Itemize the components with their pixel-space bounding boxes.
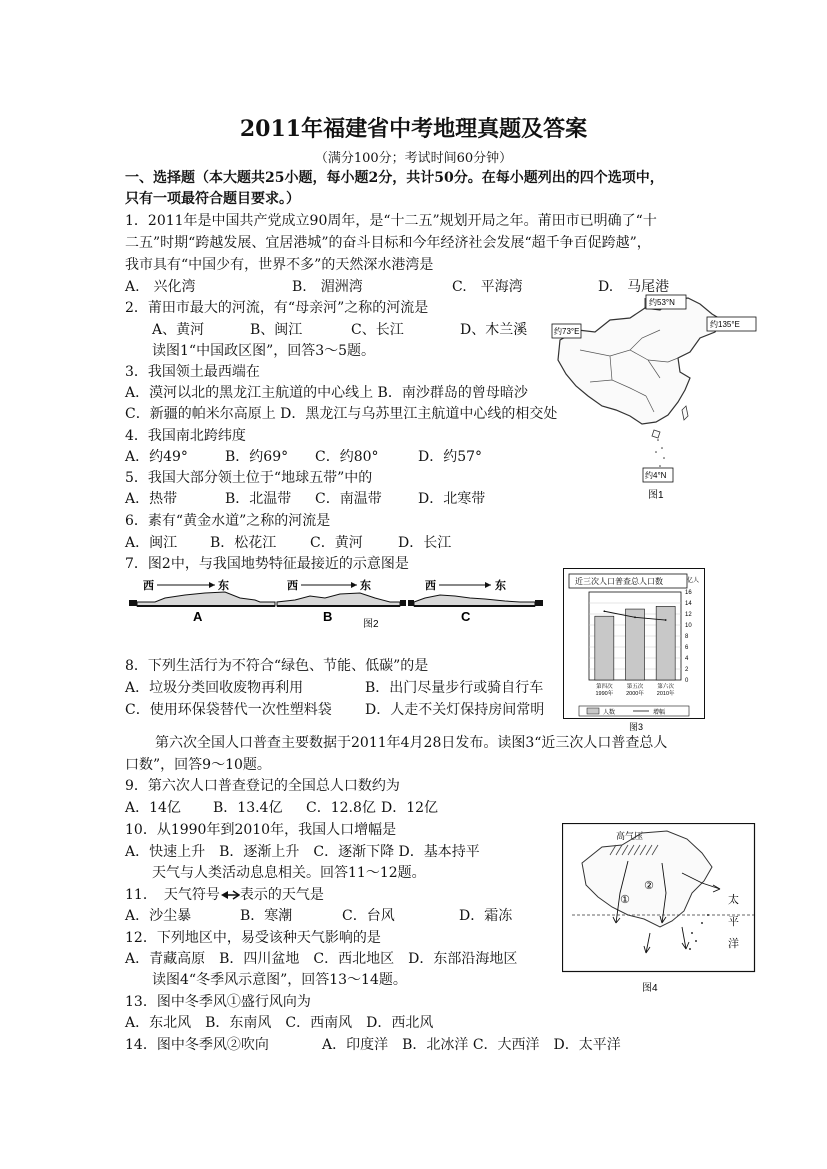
fig4-caption: 图4 <box>642 983 658 994</box>
q9-option-b: B．13.4亿 <box>213 800 283 816</box>
fig4-pacific-2: 平 <box>728 916 739 928</box>
q12-stem: 12．下列地区中，易受该种天气影响的是 <box>125 930 381 946</box>
chart-caption: 图3 <box>629 722 644 732</box>
x-tick-label: 2000年 <box>626 691 644 697</box>
q13-options: A．东北风 B．东南风 C．西南风 D．西北风 <box>125 1015 434 1031</box>
y-tick-label: 10 <box>685 623 692 629</box>
y-tick-label: 8 <box>685 634 689 640</box>
q6-option-d: D．长江 <box>398 535 452 551</box>
x-tick-label: 第四次 <box>596 684 613 690</box>
q1-option-d: D. 马尾港 <box>598 279 670 295</box>
y-tick-label: 12 <box>685 612 692 618</box>
q12-options: A．青藏高原 B．四川盆地 C．西北地区 D．东部沿海地区 <box>125 951 518 967</box>
q1-line2: 二五”时期“跨越发展、宜居港城”的奋斗目标和今年经济社会发展“超千争百促跨越”， <box>125 235 651 251</box>
exam-subtitle: （满分100分；考试时间60分钟） <box>314 151 513 166</box>
fig4-high-pressure-label: 高气压 <box>616 831 644 841</box>
chart-unit-label: 亿人 <box>687 578 700 584</box>
fig1-china-map <box>550 290 775 505</box>
q11-option-a: A．沙尘暴 <box>125 908 192 924</box>
chart-title: 近三次人口普查总人口数 <box>575 577 663 586</box>
y-tick-label: 2 <box>685 667 689 673</box>
fig2-caption: 图2 <box>363 619 379 628</box>
q6-option-a: A．闽江 <box>125 535 178 551</box>
q11-option-c: C．台风 <box>342 908 395 924</box>
read-fig1-prompt: 读图1“中国政区图”，回答3～5题。 <box>152 343 376 359</box>
bar-2 <box>656 606 675 680</box>
q6-option-c: C．黄河 <box>310 535 363 551</box>
fig1-label-east: 约135°E <box>710 320 740 329</box>
y-tick-label: 0 <box>685 678 689 684</box>
growth-point-0 <box>603 610 605 612</box>
fig2-terrain-diagrams <box>125 578 545 628</box>
svg-text:东: 东 <box>495 580 506 592</box>
q3-stem: 3．我国领土最西端在 <box>125 364 260 380</box>
legend-growth-label: 增幅 <box>653 710 666 716</box>
fig2-east-label: 东 <box>218 580 229 592</box>
fig1-label-south: 约4°N <box>645 471 667 480</box>
section-heading-line1: 一、选择题（本大题共25小题，每小题2分，共计50分。在每小题列出的四个选项中， <box>125 170 664 186</box>
q14-stem: 14．图中冬季风②吹向 <box>125 1037 269 1053</box>
fig2-label-b: B <box>323 609 333 624</box>
q11-stem-after: 表示的天气是 <box>239 887 324 903</box>
q6-stem: 6．素有“黄金水道”之称的河流是 <box>125 513 331 529</box>
q8-option-c: C．使用环保袋替代一次性塑料袋 <box>125 702 332 718</box>
q14-options: A．印度洋 B．北冰洋 C．大西洋 D．太平洋 <box>322 1037 621 1053</box>
growth-point-1 <box>634 616 636 618</box>
q9-stem: 9．第六次人口普查登记的全国总人口数约为 <box>125 778 400 794</box>
y-tick-label: 4 <box>685 656 689 662</box>
q3-options-cd: C．新疆的帕米尔高原上 D．黑龙江与乌苏里江主航道中心线的相交处 <box>125 406 558 422</box>
svg-text:东: 东 <box>360 580 371 592</box>
south-sea-islands <box>655 439 667 472</box>
q5-stem: 5．我国大部分领土位于“地球五带”中的 <box>125 470 373 486</box>
q4-stem: 4．我国南北跨纬度 <box>125 428 246 444</box>
q5-option-d: D．北寒带 <box>418 491 486 507</box>
q3-options-ab: A．漠河以北的黑龙江主航道的中心线上 B．南沙群岛的曾母暗沙 <box>125 385 528 401</box>
q1-option-a: A. 兴化湾 <box>125 279 196 295</box>
fig2-west-label: 西 <box>143 580 154 592</box>
census-intro-line1: 第六次全国人口普查主要数据于2011年4月28日发布。读图3“近三次人口普查总人 <box>155 735 668 751</box>
cold-wave-symbol-icon <box>220 889 240 901</box>
q5-option-c: C．南温带 <box>315 491 382 507</box>
svg-text:西: 西 <box>425 580 436 592</box>
svg-text:西: 西 <box>287 580 298 592</box>
read-fig4-prompt: 读图4“冬季风示意图”，回答13～14题。 <box>152 972 407 988</box>
q4-option-d: D．约57° <box>418 449 483 465</box>
y-tick-label: 16 <box>685 590 692 596</box>
fig4-marker-1: ① <box>620 894 630 906</box>
x-tick-label: 1990年 <box>595 691 614 697</box>
q11-option-b: B．寒潮 <box>240 908 293 924</box>
q2-stem: 2．莆田市最大的河流，有“母亲河”之称的河流是 <box>125 300 429 316</box>
fig3-census-chart <box>563 568 705 733</box>
q1-line3: 我市具有“中国少有，世界不多”的天然深水港湾是 <box>125 257 434 273</box>
fig1-label-north: 约53°N <box>649 298 675 307</box>
q13-stem: 13．图中冬季风①盛行风向为 <box>125 994 311 1010</box>
fig2-profile-b <box>277 578 406 624</box>
q11-stem <box>125 885 324 905</box>
fig2-profile-a <box>129 578 275 624</box>
q7-stem: 7．图2中，与我国地势特征最接近的示意图是 <box>125 556 409 572</box>
q9-option-a: A．14亿 <box>125 800 181 816</box>
y-tick-label: 14 <box>685 601 692 607</box>
fig1-label-west: 约73°E <box>554 327 580 336</box>
q4-option-a: A．约49° <box>125 449 188 465</box>
fig4-pacific-1: 太 <box>728 894 739 906</box>
page-title: 2011年福建省中考地理真题及答案 <box>239 116 588 142</box>
x-tick-label: 第六次 <box>657 684 674 690</box>
q11-option-d: D．霜冻 <box>459 908 513 924</box>
fig2-profile-c <box>408 578 543 624</box>
q5-option-a: A．热带 <box>125 491 178 507</box>
q11-stem-before: 11． 天气符号 <box>125 887 220 903</box>
q4-option-b: B．约69° <box>225 449 289 465</box>
q1-option-c: C. 平海湾 <box>452 279 523 295</box>
x-tick-label: 第五次 <box>626 684 644 690</box>
legend-people-label: 人数 <box>603 710 616 716</box>
fig4-marker-2: ② <box>644 880 654 892</box>
fig4-winter-monsoon-map <box>562 823 777 998</box>
bar-1 <box>625 609 644 680</box>
q10-stem: 10．从1990年到2010年，我国人口增幅是 <box>125 822 397 838</box>
q5-option-b: B．北温带 <box>225 491 292 507</box>
fig4-pacific-3: 洋 <box>728 938 739 950</box>
chart-legend <box>579 706 689 716</box>
q1-option-b: B. 湄洲湾 <box>292 279 363 295</box>
bar-0 <box>595 616 614 680</box>
q8-stem: 8．下列生活行为不符合“绿色、节能、低碳”的是 <box>125 658 429 674</box>
census-intro-line2: 口数”，回答9～10题。 <box>125 757 271 773</box>
q8-option-d: D．人走不关灯保持房间常明 <box>365 702 545 718</box>
q10-options: A．快速上升 B．逐渐上升 C．逐渐下降 D．基本持平 <box>125 844 480 860</box>
q2-option-b: B、闽江 <box>250 322 303 338</box>
section-heading-line2: 只有一项最符合题目要求。） <box>125 191 300 207</box>
q2-option-d: D、木兰溪 <box>460 322 528 338</box>
weather-intro: 天气与人类活动息息相关。回答11～12题。 <box>152 865 426 881</box>
x-tick-label: 2010年 <box>656 691 675 697</box>
y-tick-label: 6 <box>685 645 689 651</box>
q8-option-a: A．垃圾分类回收废物再利用 <box>125 680 304 696</box>
q9-option-c: C．12.8亿 <box>306 800 376 816</box>
q9-option-d: D．12亿 <box>381 800 439 816</box>
fig2-label-a: A <box>193 609 203 624</box>
growth-point-2 <box>665 619 667 621</box>
fig1-caption: 图1 <box>648 490 664 501</box>
q8-option-b: B．出门尽量步行或骑自行车 <box>365 680 544 696</box>
q4-option-c: C．约80° <box>315 449 379 465</box>
q2-option-a: A、黄河 <box>152 322 205 338</box>
fig2-label-c: C <box>461 609 471 624</box>
q6-option-b: B．松花江 <box>210 535 277 551</box>
q2-option-c: C、长江 <box>351 322 404 338</box>
q1-line1: 1．2011年是中国共产党成立90周年，是“十二五”规划开局之年。莆田市已明确了“十 <box>125 213 657 229</box>
